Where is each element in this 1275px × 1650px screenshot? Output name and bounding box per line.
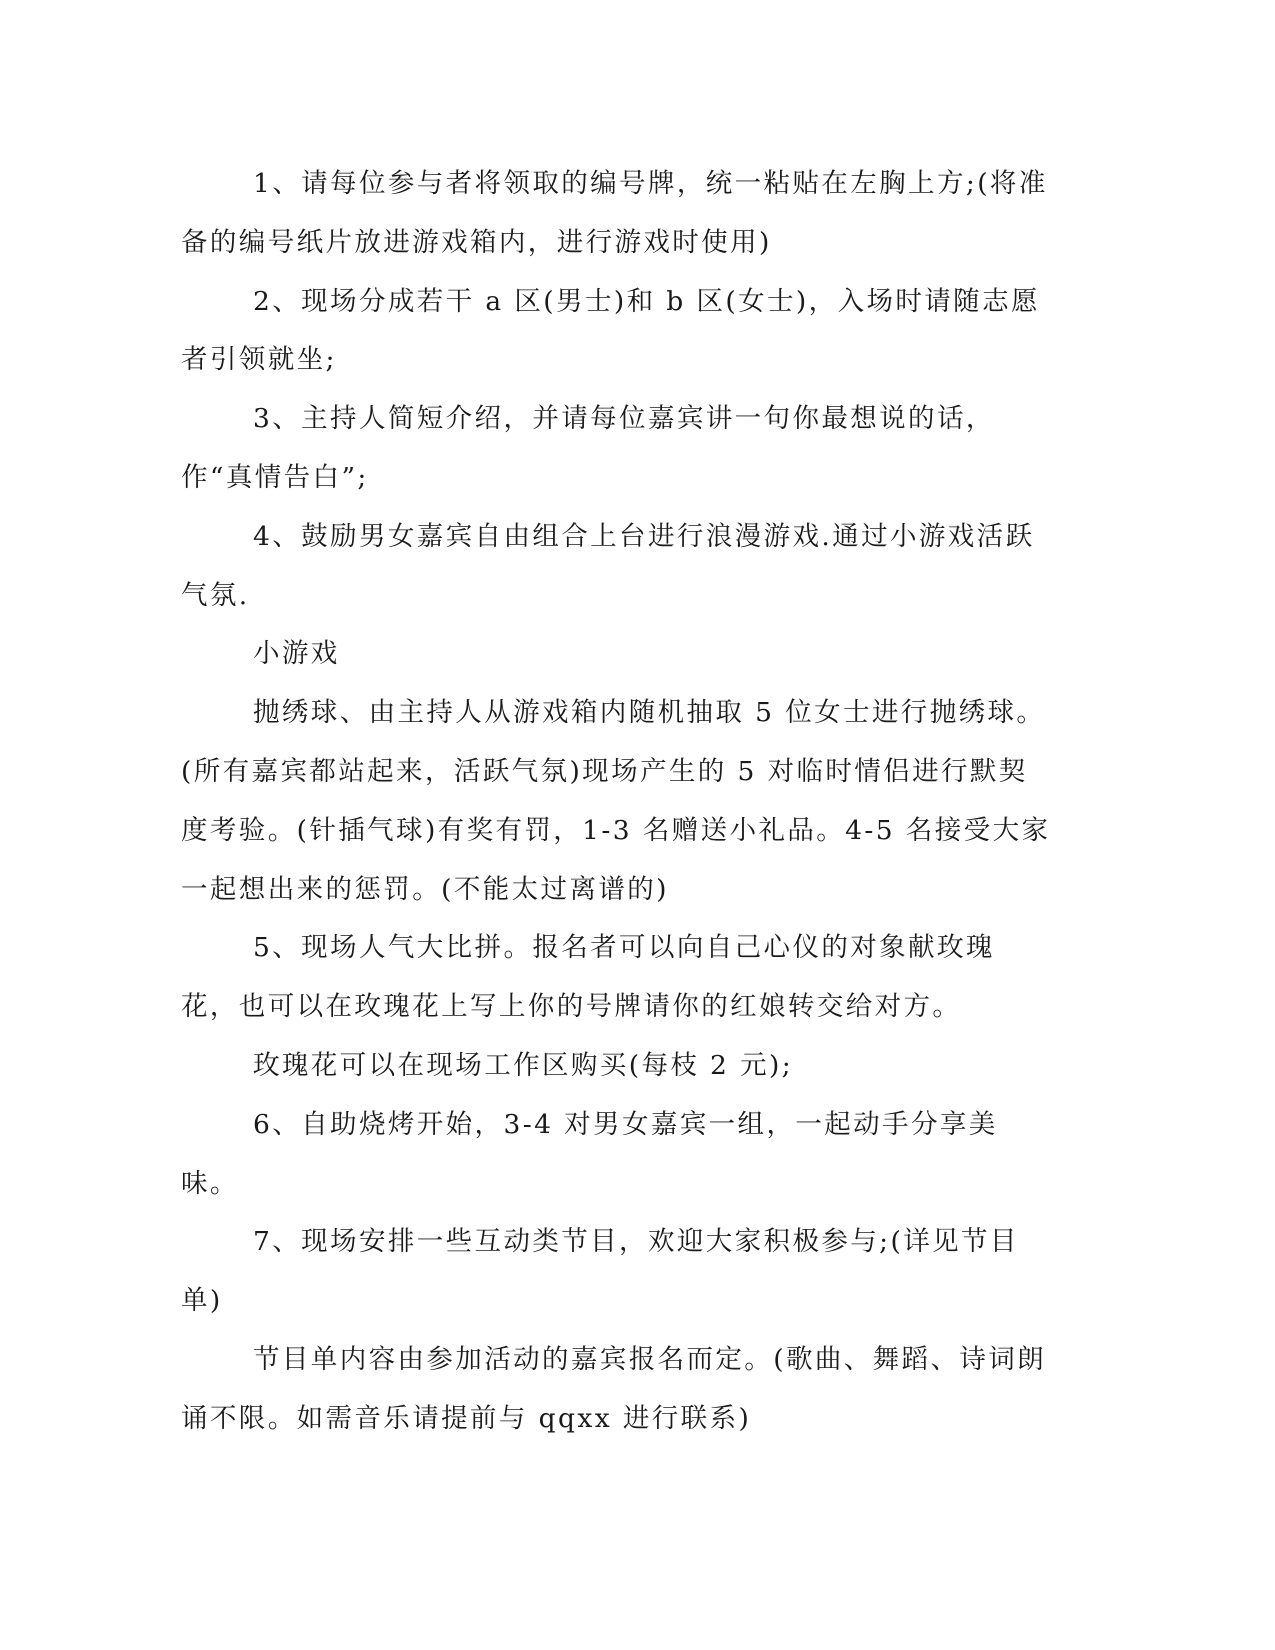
paragraph-step-1: 1、请每位参与者将领取的编号牌，统一粘贴在左胸上方;(将准备的编号纸片放进游戏箱内，进行游戏时使用) <box>181 168 1048 258</box>
paragraph-step-3: 3、主持人简短介绍，并请每位嘉宾讲一句你最想说的话，作“真情告白”; <box>181 403 995 493</box>
paragraph-step-6: 6、自助烧烤开始，3-4 对男女嘉宾一组，一起动手分享美味。 <box>181 1108 998 1199</box>
document-body <box>181 155 1051 1449</box>
section-heading-mini-games: 小游戏 <box>253 638 340 670</box>
paragraph-step-5: 5、现场人气大比拼。报名者可以向自己心仪的对象献玫瑰花，也可以在玫瑰花上写上你的号牌请你的红娘转交给对方。 <box>181 932 995 1023</box>
paragraph-step-7: 7、现场安排一些互动类节目，欢迎大家积极参与;(详见节目单) <box>181 1226 1019 1317</box>
paragraph-step-4: 4、鼓励男女嘉宾自由组合上台进行浪漫游戏.通过小游戏活跃气氛. <box>181 520 1035 611</box>
paragraph-program-list: 节目单内容由参加活动的嘉宾报名而定。(歌曲、舞蹈、诗词朗诵不限。如需音乐请提前与 qqxx 进行联系) <box>181 1343 1047 1434</box>
paragraph-throw-ball-game: 抛绣球、由主持人从游戏箱内随机抽取 5 位女士进行抛绣球。(所有嘉宾都站起来，活跃气氛)现场产生的 5 对临时情侣进行默契度考验。(针插气球)有奖有罚，1-3 名赠送小礼品。4-5 名接受大家一起想出来的惩罚。(不能太过离谱的) <box>181 697 1051 905</box>
paragraph-step-2: 2、现场分成若干 a 区(男士)和 b 区(女士)，入场时请随志愿者引领就坐; <box>181 285 1040 376</box>
paragraph-rose-purchase: 玫瑰花可以在现场工作区购买(每枝 2 元); <box>253 1049 794 1081</box>
